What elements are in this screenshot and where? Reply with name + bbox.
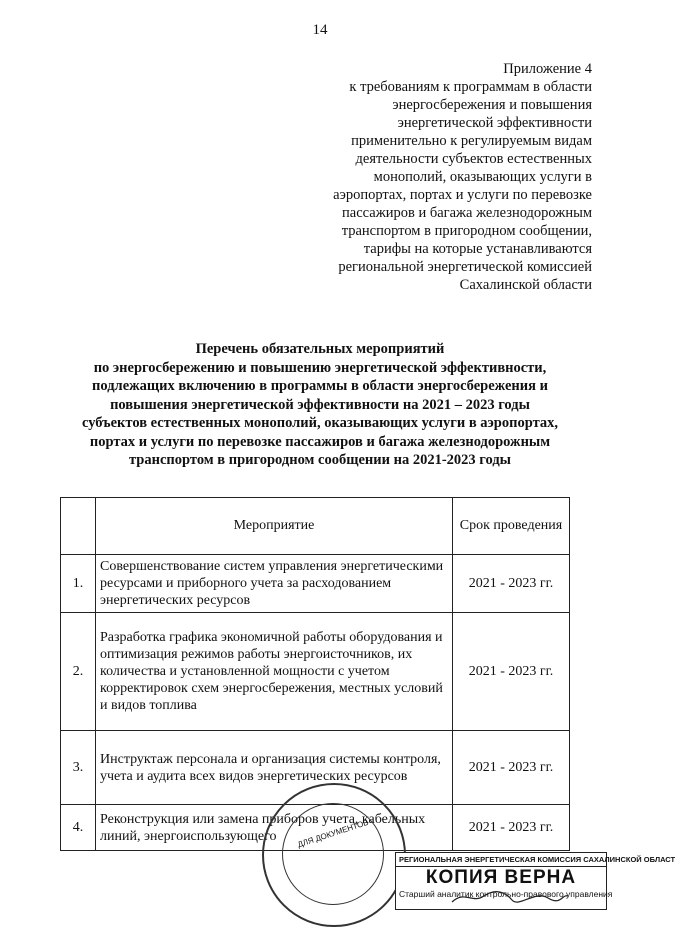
table-row [61, 555, 570, 613]
page-number: 14 [312, 22, 328, 38]
row-term: 2021 - 2023 гг. [453, 555, 570, 613]
header-num [61, 498, 96, 555]
header-term: Срок проведения [453, 498, 570, 555]
row-measure: Реконструкция или замена приборов учета, кабельных линий, энергоиспользующего [96, 805, 453, 851]
header-measure: Мероприятие [96, 498, 453, 555]
row-num: 4. [61, 805, 96, 851]
appendix-block [292, 60, 592, 294]
appendix-line: к требованиям к программам в области [349, 79, 592, 95]
seal-text: ДЛЯ ДОКУМЕНТОВ [296, 817, 370, 850]
appendix-line: Сахалинской области [459, 277, 592, 293]
stamp-position: Старший аналитик контрольно-правового управления [399, 889, 613, 899]
round-seal-stamp [262, 783, 406, 927]
appendix-line: транспортом в пригородном сообщении, [341, 223, 592, 239]
table-header-row [61, 498, 570, 555]
heading-line: субъектов естественных монополий, оказывающих услуги в аэропортах, [81, 415, 559, 431]
document-heading [50, 340, 590, 470]
appendix-line: энергосбережения и повышения [392, 97, 592, 113]
row-measure: Инструктаж персонала и организация системы контроля, учета и аудита всех видов энергетических ресурсов [96, 731, 453, 805]
table-row [61, 613, 570, 731]
appendix-title: Приложение 4 [503, 61, 592, 77]
row-term: 2021 - 2023 гг. [453, 805, 570, 851]
row-num: 1. [61, 555, 96, 613]
row-num: 3. [61, 731, 96, 805]
seal-inner-ring [282, 803, 384, 905]
appendix-line: энергетической эффективности [397, 115, 592, 131]
signature-mark [450, 888, 570, 906]
heading-line: по энергосбережению и повышению энергетической эффективности, [93, 359, 547, 376]
appendix-line: деятельности субъектов естественных [355, 151, 592, 167]
appendix-line: монополий, оказывающих услуги в [373, 169, 592, 185]
stamp-label: КОПИЯ ВЕРНА [425, 867, 577, 888]
appendix-line: применительно к регулируемым видам [351, 133, 592, 149]
row-num: 2. [61, 613, 96, 731]
appendix-line: тарифы на которые устанавливаются [363, 241, 592, 257]
stamp-org: РЕГИОНАЛЬНАЯ ЭНЕРГЕТИЧЕСКАЯ КОМИССИЯ САХАЛИНСКОЙ ОБЛАСТ [396, 853, 606, 867]
row-term: 2021 - 2023 гг. [453, 731, 570, 805]
row-term: 2021 - 2023 гг. [453, 613, 570, 731]
appendix-line: пассажиров и багажа железнодорожным [342, 205, 592, 221]
heading-line: подлежащих включению в программы в области энергосбережения и [92, 378, 548, 394]
heading-line: повышения энергетической эффективности на 2021 – 2023 годы [110, 396, 530, 413]
heading-line: Перечень обязательных мероприятий [195, 341, 445, 357]
appendix-line: аэропортах, портах и услуги по перевозке [333, 187, 592, 203]
row-measure: Разработка графика экономичной работы оборудования и оптимизация режимов работы энергоисточников, их количества и установленной мощности с учетом корректировок схем энергосбережения, местных условий и видов топлива [96, 613, 453, 731]
heading-line: портах и услуги по перевозке пассажиров и багажа железнодорожным [89, 433, 551, 450]
heading-line: транспортом в пригородном сообщении на 2021-2023 годы [129, 452, 511, 468]
appendix-line: региональной энергетической комиссией [338, 259, 592, 275]
row-measure: Совершенствование систем управления энергетическими ресурсами и приборного учета за расходованием энергетических ресурсов [96, 555, 453, 613]
